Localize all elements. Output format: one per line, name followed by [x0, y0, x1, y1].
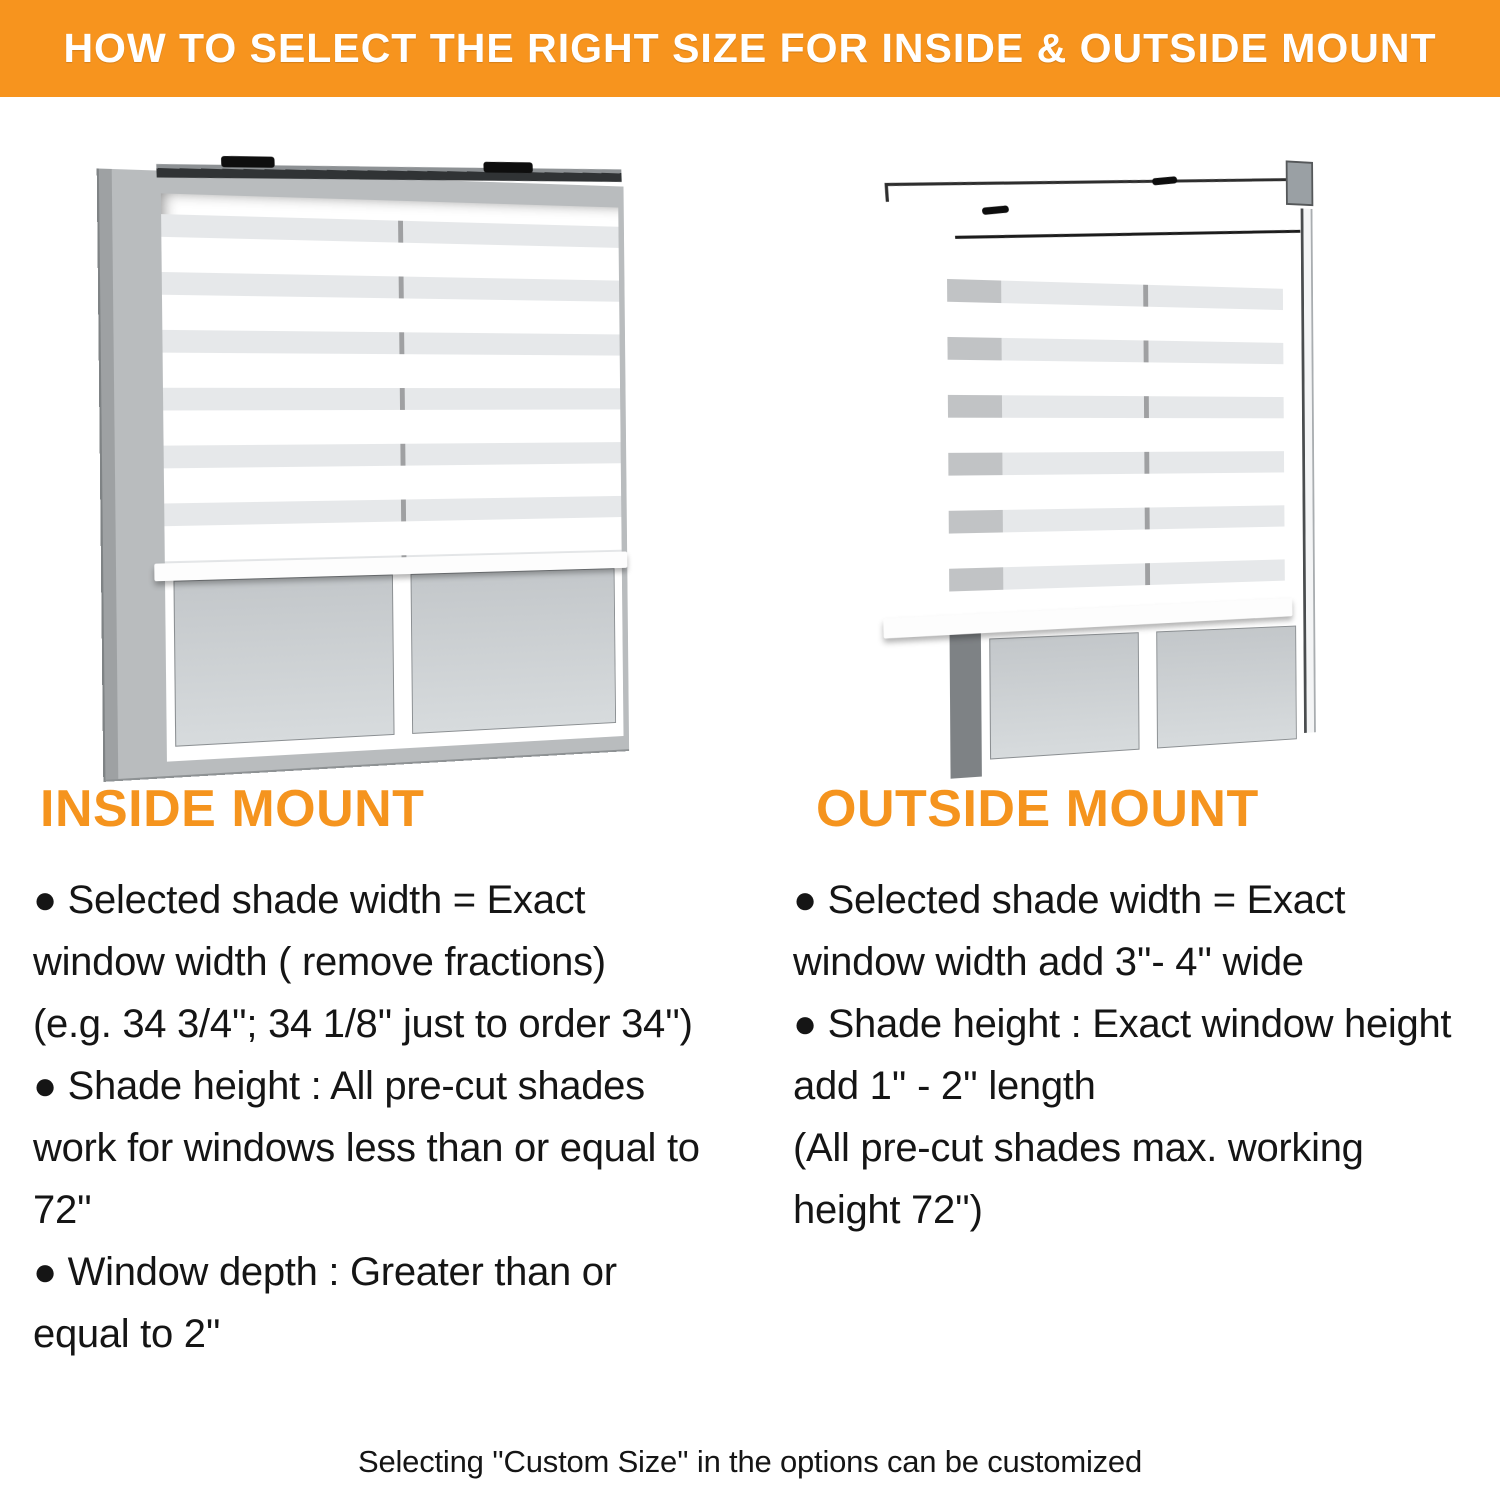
zebra-stripes — [161, 214, 622, 563]
headrail-edge-line — [955, 230, 1300, 239]
window-mullion — [393, 574, 412, 735]
mounting-bracket-icon — [483, 162, 533, 173]
text-line: (All pre-cut shades max. working — [793, 1126, 1364, 1170]
text-line: work for windows less than or equal to — [33, 1126, 700, 1170]
text-line: height 72'') — [793, 1188, 983, 1232]
outside-mount-heading: OUTSIDE MOUNT — [816, 780, 1259, 838]
zebra-shade — [885, 242, 1285, 617]
bullet-line: ● Window depth : Greater than or — [33, 1250, 617, 1294]
window-mullion — [1139, 631, 1157, 749]
inside-mount-illustration — [96, 148, 629, 782]
outside-mount-bullets — [793, 869, 1500, 1241]
bullet-line: ● Shade height : All pre-cut shades — [33, 1064, 645, 1108]
text-line: (e.g. 34 3/4''; 34 1/8'' just to order 34'') — [33, 1002, 693, 1046]
screw-icon — [982, 205, 1010, 215]
page-title: HOW TO SELECT THE RIGHT SIZE FOR INSIDE & OUTSIDE MOUNT — [63, 25, 1437, 71]
window-recess — [161, 193, 624, 759]
window-frame — [97, 168, 629, 781]
outside-mount-illustration — [884, 135, 1333, 793]
text-line: window width ( remove fractions) — [33, 940, 606, 984]
mounting-bracket-icon — [221, 156, 275, 168]
footer-note: Selecting ''Custom Size'' in the options can be customized — [357, 1444, 1143, 1479]
text-line: add 1'' - 2'' length — [793, 1064, 1096, 1108]
text-line: 72'' — [33, 1188, 92, 1232]
inside-mount-bullets — [33, 869, 748, 1365]
bullet-line: ● Shade height : Exact window height — [793, 1002, 1452, 1046]
window-lower-panes — [981, 619, 1304, 776]
inside-mount-heading: INSIDE MOUNT — [40, 780, 425, 838]
window-lower-panes — [165, 568, 623, 762]
window-jamb — [950, 633, 982, 779]
bullet-line: ● Selected shade width = Exact — [793, 878, 1346, 922]
screw-icon — [1152, 176, 1178, 185]
zebra-stripes — [885, 242, 1285, 617]
zebra-shade — [161, 214, 622, 563]
bracket-end-cap — [1286, 160, 1314, 206]
mounting-rail-line — [887, 178, 1300, 186]
bullet-line: ● Selected shade width = Exact — [33, 878, 586, 922]
header-banner — [0, 0, 1500, 97]
glass-pane — [173, 574, 394, 746]
window-lower — [950, 619, 1305, 778]
glass-pane — [989, 632, 1139, 759]
glass-pane — [1156, 626, 1297, 749]
glass-pane — [411, 568, 617, 734]
text-line: window width add 3''- 4'' wide — [793, 940, 1304, 984]
text-line: equal to 2'' — [33, 1312, 221, 1356]
